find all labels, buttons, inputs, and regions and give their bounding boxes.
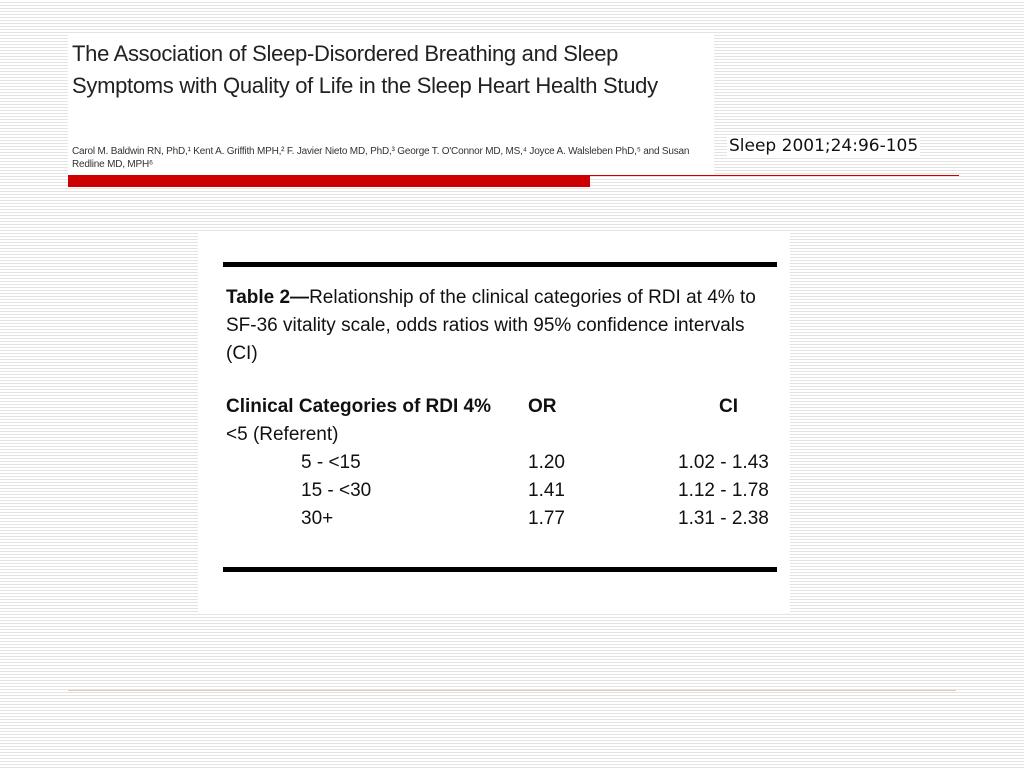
table-row-category: 5 - <15 (301, 452, 361, 473)
table-row-ci: 1.02 - 1.43 (678, 452, 769, 473)
citation: Sleep 2001;24:96-105 (729, 136, 919, 156)
accent-line (590, 175, 959, 176)
table-row-or: 1.20 (528, 452, 565, 473)
column-header-or: OR (528, 396, 557, 417)
table-row-category: 15 - <30 (301, 480, 372, 501)
table-top-rule (223, 262, 777, 267)
table-panel (198, 232, 790, 612)
table-row-category: 30+ (301, 508, 334, 529)
accent-bar (68, 175, 590, 187)
table-row-ci: 1.12 - 1.78 (678, 480, 769, 501)
table-caption-text: Relationship of the clinical categories of RDI at 4% to SF-36 vitality scale, odds ratios with 95% confidence intervals (CI) (226, 287, 756, 364)
paper-title: The Association of Sleep-Disordered Breathing and Sleep Symptoms with Quality of Life in the Sleep Heart Health Study (72, 41, 658, 98)
table-bottom-rule (223, 567, 777, 572)
table-caption (226, 284, 766, 368)
table-caption-label: Table 2— (226, 287, 310, 308)
table-row-or: 1.41 (528, 480, 565, 501)
referent-label: <5 (Referent) (226, 424, 339, 445)
column-header-ci: CI (719, 396, 738, 417)
paper-header (68, 34, 714, 174)
table-row-or: 1.77 (528, 508, 565, 529)
paper-authors: Carol M. Baldwin RN, PhD,¹ Kent A. Griffith MPH,² F. Javier Nieto MD, PhD,³ George T. O'Connor MD, MS,⁴ Joyce A. Walsleben PhD,⁵ and Susan Redline MD, MPH⁶ (72, 146, 690, 170)
footer-divider (68, 690, 956, 691)
table-row-ci: 1.31 - 2.38 (678, 508, 769, 529)
column-header-category: Clinical Categories of RDI 4% (226, 396, 492, 417)
